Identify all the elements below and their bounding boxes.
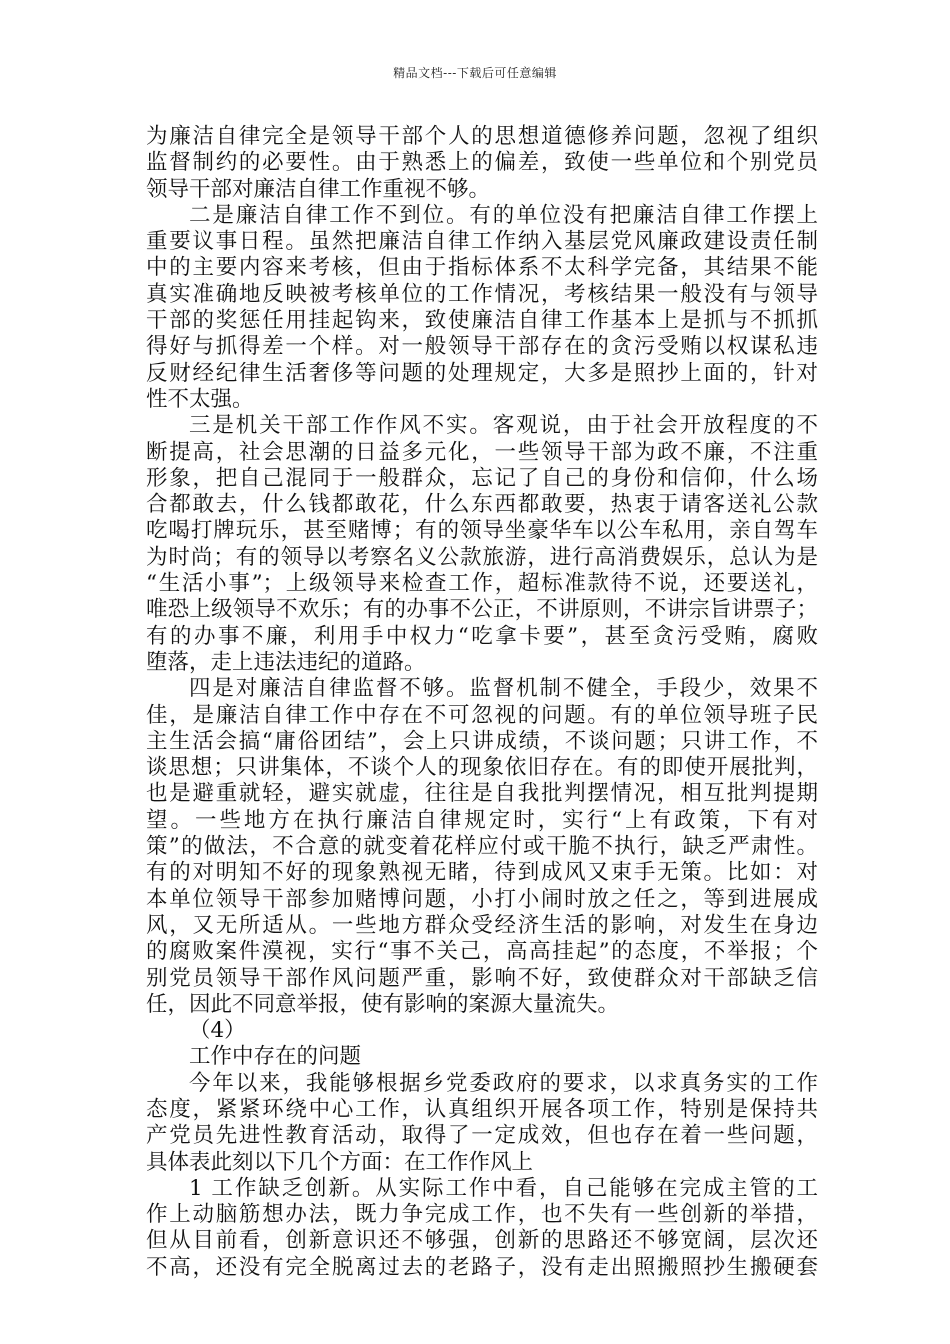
text-line: 策”的做法，不合意的就变着花样应付或干脆不执行，缺乏严肃性。: [146, 834, 818, 860]
text-line: 工作中存在的问题: [189, 1044, 362, 1070]
text-line: 主生活会搞“庸俗团结”，会上只讲成绩，不谈问题；只讲工作，不: [146, 728, 818, 754]
text-line: 也是避重就轻，避实就虚，往往是自我批判摆情况，相互批判提期: [146, 781, 818, 807]
text-line: 吃喝打牌玩乐，甚至赌博；有的领导坐豪华车以公车私用，亲自驾车: [146, 518, 818, 544]
text-line: 产党员先进性教育活动，取得了一定成效，但也存在着一些问题，: [146, 1123, 818, 1149]
text-line: （4）: [189, 1018, 246, 1044]
text-line: 为廉洁自律完全是领导干部个人的思想道德修养问题，忽视了组织: [146, 124, 818, 149]
text-line: 断提高，社会思潮的日益多元化，一些领导干部为政不廉，不注重: [146, 439, 818, 465]
text-line: 中的主要内容来考核，但由于指标体系不太科学完备，其结果不能: [146, 255, 818, 281]
text-line: 具体表此刻以下几个方面：在工作作风上: [146, 1149, 534, 1175]
text-line: 有的对明知不好的现象熟视无睹，待到成风又束手无策。比如：对: [146, 860, 818, 886]
text-line: 任，因此不同意举报，使有影响的案源大量流失。: [146, 991, 620, 1017]
text-line: 监督制约的必要性。由于熟悉上的偏差，致使一些单位和个别党员: [146, 150, 818, 176]
text-line: 1 工作缺乏创新。从实际工作中看，自己能够在完成主管的工: [189, 1175, 818, 1201]
text-line: 别党员领导干部作风问题严重，影响不好，致使群众对干部缺乏信: [146, 965, 818, 991]
text-line: 得好与抓得差一个样。对一般领导干部存在的贪污受贿以权谋私违: [146, 334, 818, 360]
text-line: 但从目前看，创新意识还不够强，创新的思路还不够宽阔，层次还: [146, 1228, 818, 1254]
text-line: 的腐败案件漠视，实行“事不关己，高高挂起”的态度，不举报；个: [146, 939, 818, 965]
text-line: 反财经纪律生活奢侈等问题的处理规定，大多是照抄上面的，针对: [146, 360, 818, 386]
text-line: 性不太强。: [146, 386, 254, 412]
text-line: 今年以来，我能够根据乡党委政府的要求，以求真务实的工作: [189, 1070, 818, 1096]
text-line: “生活小事”；上级领导来检查工作，超标准款待不说，还要送礼，: [146, 571, 818, 597]
text-line: 本单位领导干部参加赌博问题，小打小闹时放之任之，等到进展成: [146, 886, 818, 912]
text-line: 唯恐上级领导不欢乐；有的办事不公正，不讲原则，不讲宗旨讲票子；: [146, 597, 818, 623]
text-line: 领导干部对廉洁自律工作重视不够。: [146, 176, 491, 202]
text-line: 三是机关干部工作作风不实。客观说，由于社会开放程度的不: [189, 413, 818, 439]
text-line: 望。一些地方在执行廉洁自律规定时，实行“上有政策，下有对: [146, 807, 818, 833]
text-line: 堕落，走上违法违纪的道路。: [146, 649, 426, 675]
text-line: 佳，是廉洁自律工作中存在不可忽视的问题。有的单位领导班子民: [146, 702, 818, 728]
text-line: 谈思想；只讲集体，不谈个人的现象依旧存在。有的即使开展批判，: [146, 755, 818, 781]
text-line: 有的办事不廉，利用手中权力“吃拿卡要”，甚至贪污受贿，腐败: [146, 623, 818, 649]
page-header: 精品文档---下载后可任意编辑: [393, 66, 557, 80]
text-line: 态度，紧紧环绕中心工作，认真组织开展各项工作，特别是保持共: [146, 1096, 818, 1122]
text-line: 形象，把自己混同于一般群众，忘记了自己的身份和信仰，什么场: [146, 465, 818, 491]
text-line: 四是对廉洁自律监督不够。监督机制不健全，手段少，效果不: [189, 676, 818, 702]
text-line: 合都敢去，什么钱都敢花，什么东西都敢要，热衷于请客送礼公款: [146, 492, 818, 518]
text-line: 风，又无所适从。一些地方群众受经济生活的影响，对发生在身边: [146, 912, 818, 938]
text-line: 干部的奖惩任用挂起钩来，致使廉洁自律工作基本上是抓与不抓抓: [146, 308, 818, 334]
text-line: 不高，还没有完全脱离过去的老路子，没有走出照搬照抄生搬硬套: [146, 1254, 818, 1280]
text-line: 二是廉洁自律工作不到位。有的单位没有把廉洁自律工作摆上: [189, 202, 818, 228]
text-line: 为时尚；有的领导以考察名义公款旅游，进行高消费娱乐，总认为是: [146, 544, 818, 570]
text-line: 真实准确地反映被考核单位的工作情况，考核结果一般没有与领导: [146, 281, 818, 307]
body-text: [146, 124, 818, 1281]
text-line: 作上动脑筋想办法，既力争完成工作，也不失有一些创新的举措，: [146, 1202, 818, 1228]
text-line: 重要议事日程。虽然把廉洁自律工作纳入基层党风廉政建设责任制: [146, 229, 818, 255]
